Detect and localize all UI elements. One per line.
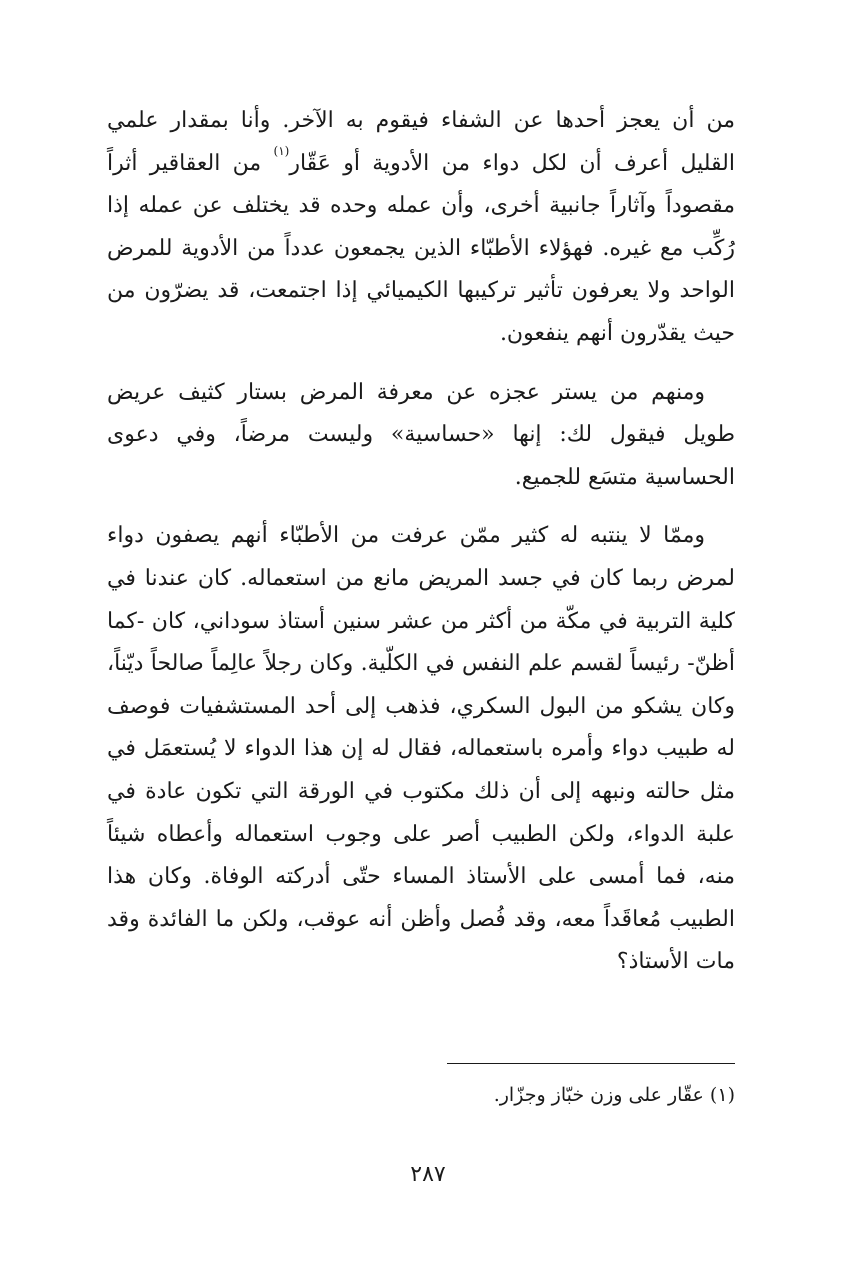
paragraph-1-text-start: من أن يعجز أحدها عن الشفاء فيقوم به الآخر. وأنا بمقدار علمي القليل أعرف أن لكل دواء من الأدوية أو عَقّار xyxy=(107,108,735,176)
paragraph-1 xyxy=(107,100,735,356)
page-body xyxy=(107,100,735,984)
footnote-divider xyxy=(447,1063,735,1064)
paragraph-2: ومنهم من يستر عجزه عن معرفة المرض بستار كثيف عريض طويل فيقول لك: إنها «حساسية» وليست مرضاً، وفي دعوى الحساسية متسَع للجميع. xyxy=(107,379,735,490)
paragraph-1-text-end: من العقاقير أثراً مقصوداً وآثاراً جانبية أخرى، وأن عمله وحده قد يختلف عن عمله إذا رُكِّب مع غيره. فهؤلاء الأطبّاء الذين يجمعون عدداً من الأدوية للمرض الواحد ولا يعرفون تأثير تركيبها الكيميائي إذا اجتمعت، قد يضرّون من حيث يقدّرون أنهم ينفعون. xyxy=(107,150,735,346)
page-number: ٢٨٧ xyxy=(410,1162,446,1187)
footnote-reference: (١) xyxy=(273,143,290,158)
paragraph-3: وممّا لا ينتبه له كثير ممّن عرفت من الأطبّاء أنهم يصفون دواء لمرض ربما كان في جسد المريض مانع من استعماله. كان عندنا في كلية التربية في مكّة من أكثر من عشر سنين أستاذ سوداني، كان -كما أظنّ- رئيساً لقسم علم النفس في الكلّية. وكان رجلاً عالِماً صالحاً ديّناً، وكان يشكو من البول السكري، فذهب إلى أحد المستشفيات فوصف له طبيب دواء وأمره باستعماله، فقال له إن هذا الدواء لا يُستعمَل في مثل حالته ونبهه إلى أن ذلك مكتوب في الورقة التي تكون عادة في علبة الدواء، ولكن الطبيب أصر على وجوب استعماله وأعطاه شيئاً منه، فما أمسى على الأستاذ المساء حتّى أدركته الوفاة. وكان هذا الطبيب مُعاقَداً معه، وقد فُصل وأظن أنه عوقب، ولكن ما الفائدة وقد مات الأستاذ؟ xyxy=(107,523,735,975)
footnote-text: (١) عقّار على وزن خبّاز وجزّار. xyxy=(493,1084,735,1106)
